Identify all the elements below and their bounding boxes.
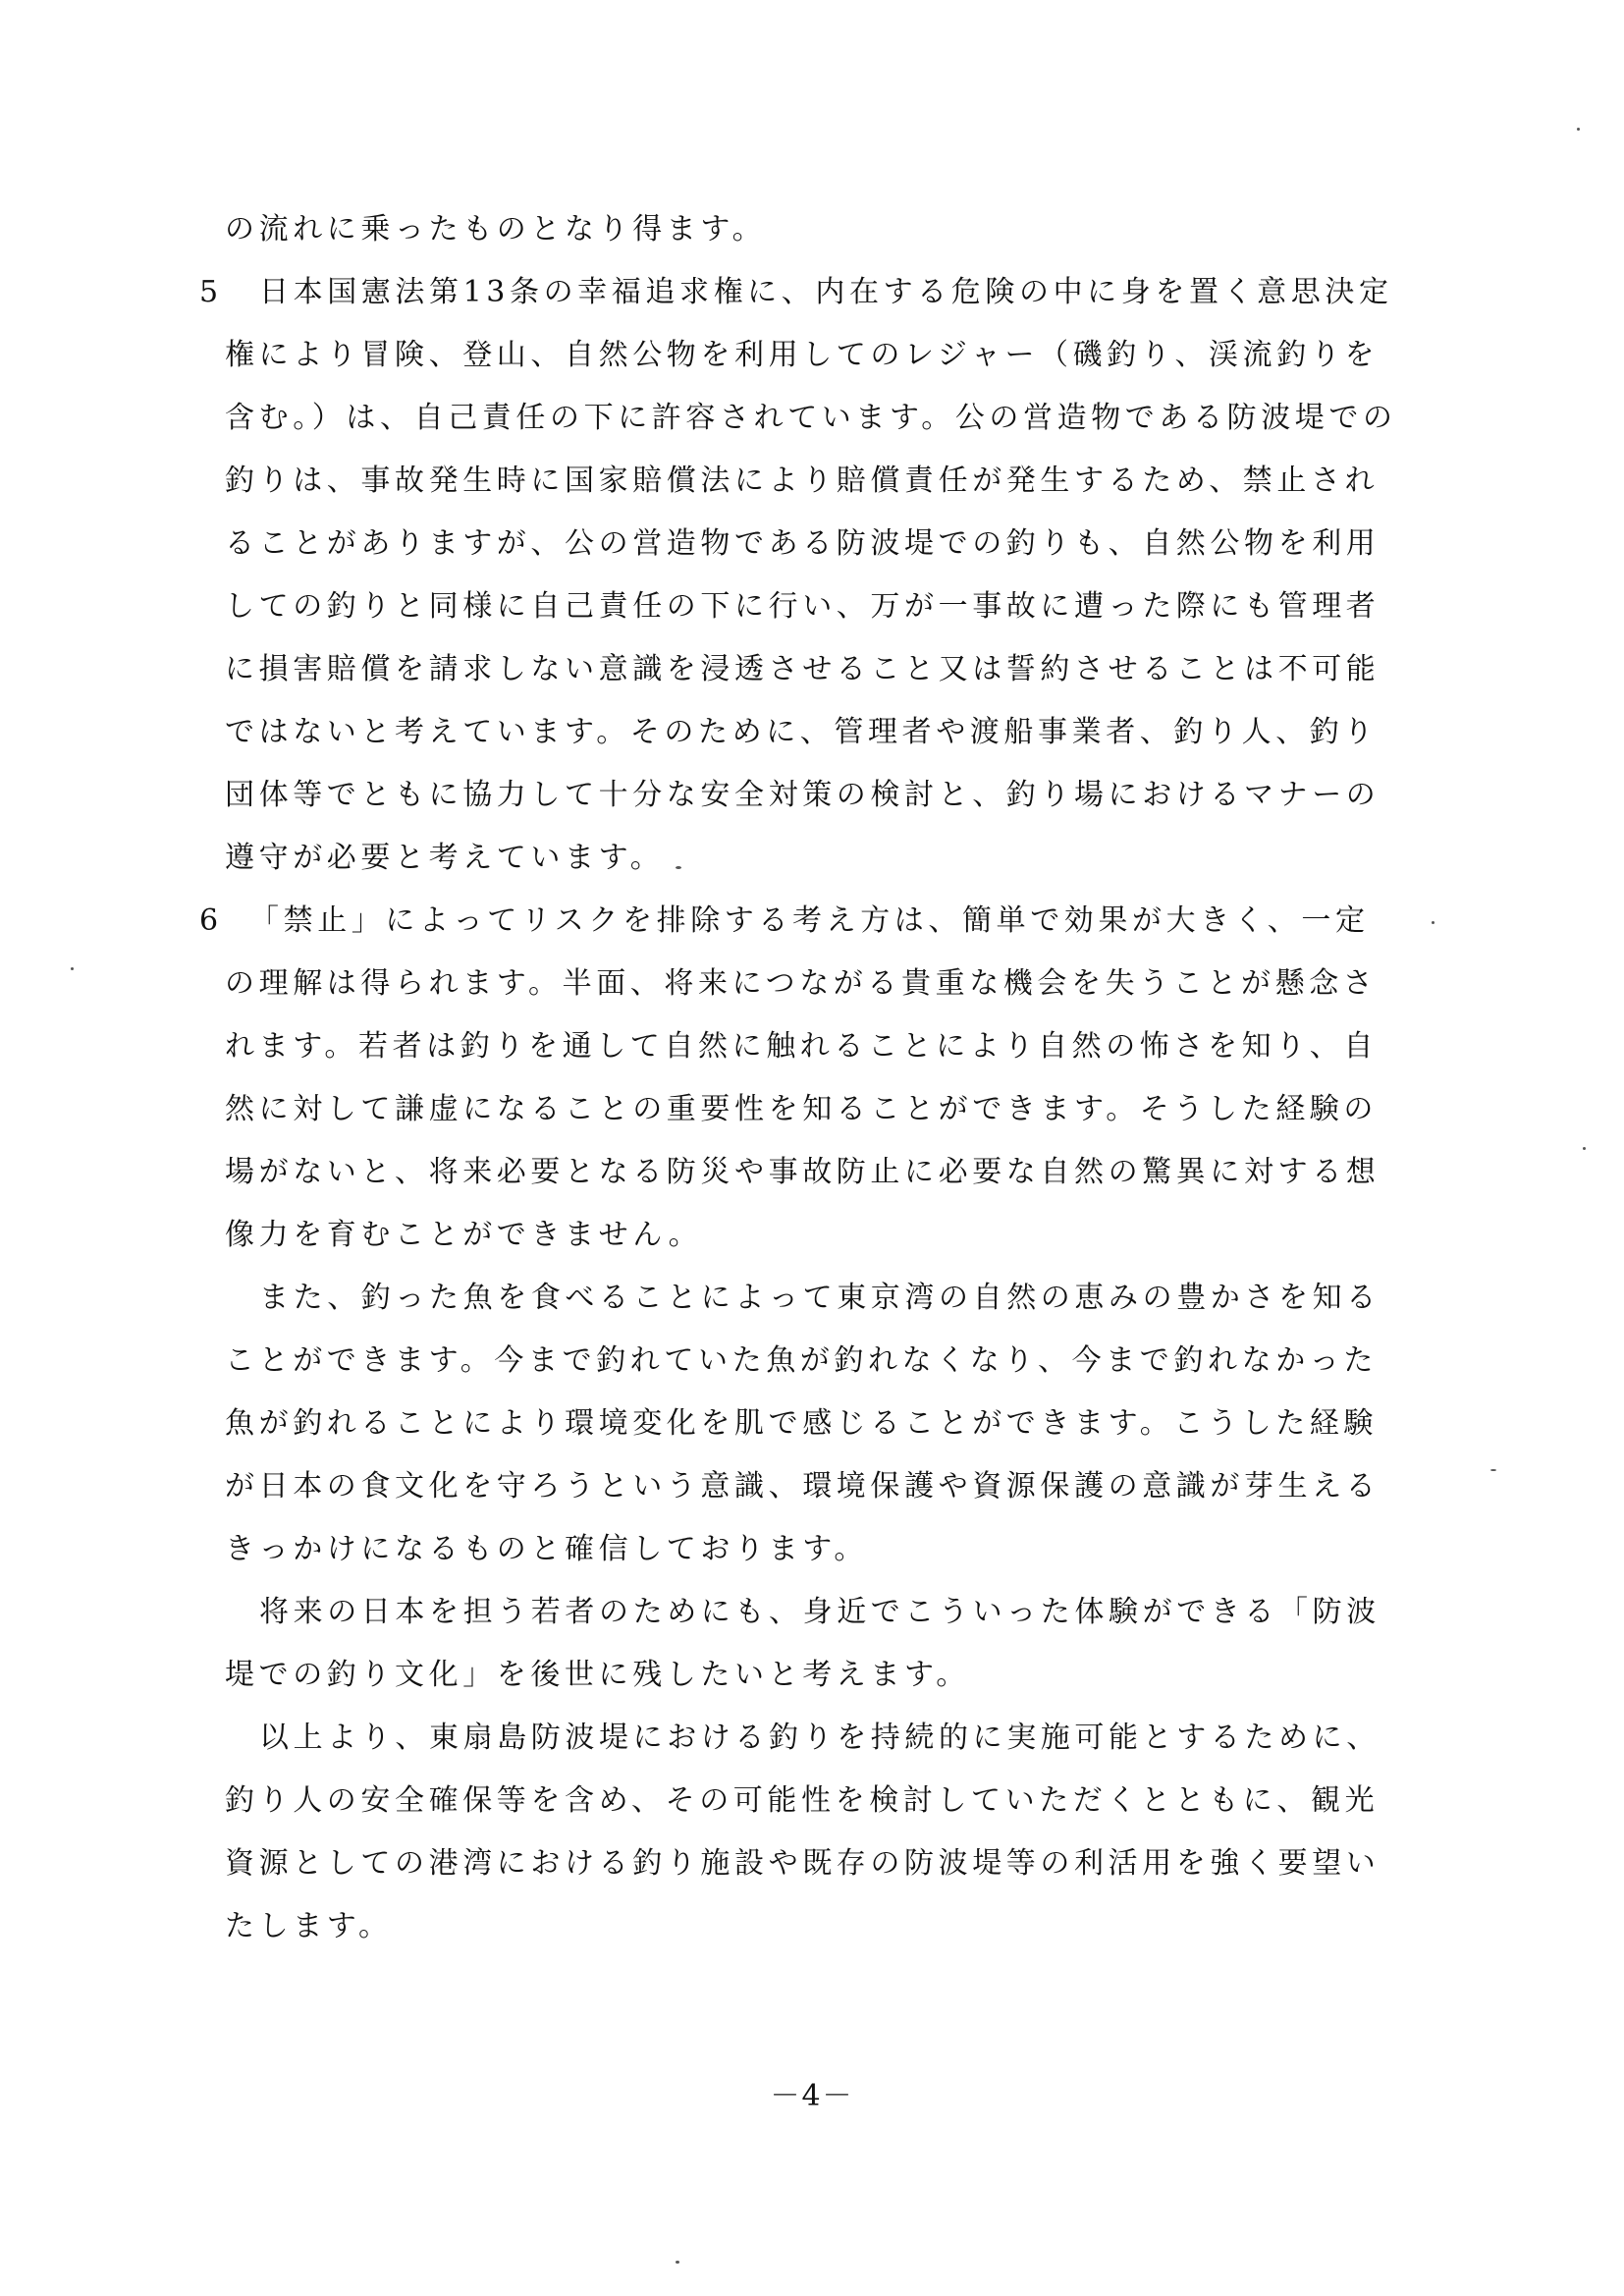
scan-speck (1577, 128, 1580, 131)
scan-speck (1490, 1469, 1496, 1471)
text-line: 釣り人の安全確保等を含め、その可能性を検討していただくとともに、観光 (225, 1783, 1380, 1818)
text-line: 将来の日本を担う若者のためにも、身近でこういった体験ができる「防波 (259, 1595, 1380, 1629)
scan-speck (1583, 1147, 1586, 1150)
text-line: また、釣った魚を食べることによって東京湾の自然の恵みの豊かさを知る (259, 1281, 1380, 1315)
text-line: 団体等でともに協力して十分な安全対策の検討と、釣り場におけるマナーの (225, 778, 1380, 812)
text-line: 像力を育むことができません。 (225, 1218, 703, 1252)
page-number: －4－ (770, 2079, 854, 2113)
text-line: 堤での釣り文化」を後世に残したいと考えます。 (225, 1658, 970, 1692)
text-line: ことができます。今まで釣れていた魚が釣れなくなり、今まで釣れなかった (225, 1343, 1378, 1378)
text-line: 然に対して謙虚になることの重要性を知ることができます。そうした経験の (225, 1092, 1378, 1126)
text-line: 含む。）は、自己責任の下に許容されています。公の営造物である防波堤での (225, 401, 1397, 435)
text-line: の流れに乗ったものとなり得ます。 (225, 212, 767, 246)
scan-speck (676, 2261, 679, 2264)
text-line: 「禁止」によってリスクを排除する考え方は、簡単で効果が大きく、一定 (249, 903, 1370, 938)
text-line: れます。若者は釣りを通して自然に触れることにより自然の怖さを知り、自 (225, 1029, 1378, 1064)
text-line: 権により冒険、登山、自然公物を利用してのレジャー（磯釣り、渓流釣りを (225, 338, 1380, 372)
item-number: 6 (199, 903, 219, 938)
text-line: ることがありますが、公の営造物である防波堤での釣りも、自然公物を利用 (225, 526, 1380, 561)
text-line: きっかけになるものと確信しております。 (225, 1532, 868, 1566)
text-line: 以上より、東扇島防波堤における釣りを持続的に実施可能とするために、 (259, 1721, 1380, 1755)
text-line: ではないと考えています。そのために、管理者や渡船事業者、釣り人、釣り (225, 715, 1378, 749)
text-line: に損害賠償を請求しない意識を浸透させること又は誓約させることは不可能 (225, 652, 1380, 686)
scan-speck (676, 866, 681, 869)
scan-speck (71, 967, 74, 970)
text-line: が日本の食文化を守ろうという意識、環境保護や資源保護の意識が芽生える (225, 1469, 1380, 1503)
text-line: 場がないと、将来必要となる防災や事故防止に必要な自然の驚異に対する想 (225, 1155, 1380, 1189)
text-line: しての釣りと同様に自己責任の下に行い、万が一事故に遭った際にも管理者 (225, 589, 1380, 624)
text-line: 遵守が必要と考えています。 (225, 841, 665, 875)
text-line: 日本国憲法第13条の幸福追求権に、内在する危険の中に身を置く意思決定 (259, 275, 1393, 309)
item-number: 5 (199, 275, 219, 309)
text-line: 魚が釣れることにより環境変化を肌で感じることができます。こうした経験 (225, 1406, 1378, 1441)
text-line: の理解は得られます。半面、将来につながる貴重な機会を失うことが懸念さ (225, 966, 1378, 1001)
text-line: 資源としての港湾における釣り施設や既存の防波堤等の利活用を強く要望い (225, 1846, 1380, 1881)
text-line: 釣りは、事故発生時に国家賠償法により賠償責任が発生するため、禁止され (225, 464, 1380, 498)
scan-speck (1432, 921, 1435, 924)
text-line: たします。 (225, 1909, 393, 1943)
